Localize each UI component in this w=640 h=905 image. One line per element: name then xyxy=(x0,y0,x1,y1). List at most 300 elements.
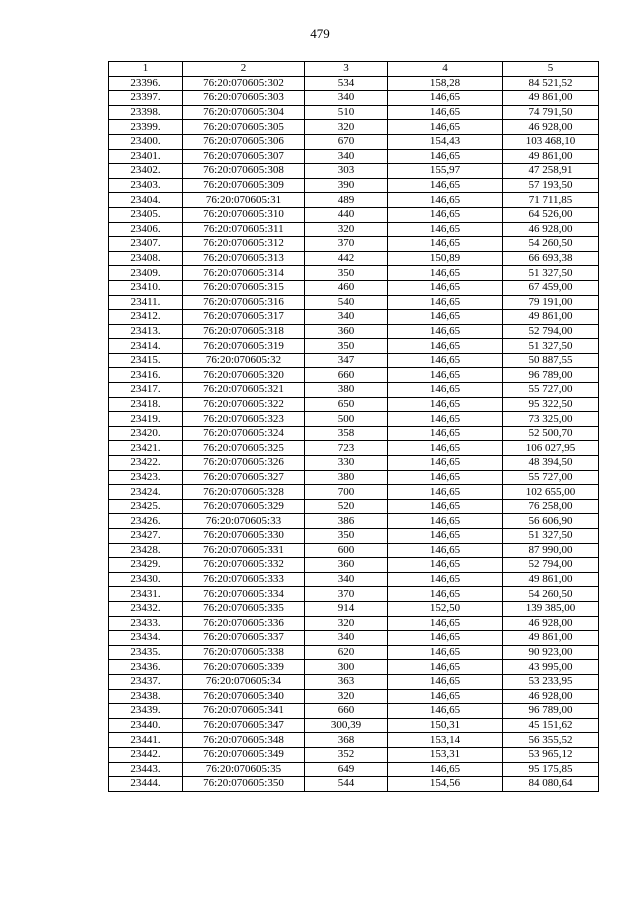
rate-cell: 146,65 xyxy=(388,397,503,412)
rate-cell: 146,65 xyxy=(388,572,503,587)
rate-cell: 146,65 xyxy=(388,149,503,164)
rate-cell: 146,65 xyxy=(388,207,503,222)
area-cell: 723 xyxy=(305,441,388,456)
row-number-cell: 23427. xyxy=(109,529,183,544)
table-row xyxy=(109,499,599,514)
value-cell: 50 887,55 xyxy=(503,353,599,368)
area-cell: 340 xyxy=(305,631,388,646)
value-cell: 49 861,00 xyxy=(503,310,599,325)
table-row xyxy=(109,207,599,222)
table-row xyxy=(109,222,599,237)
row-number-cell: 23426. xyxy=(109,514,183,529)
row-number-cell: 23414. xyxy=(109,339,183,354)
table-row xyxy=(109,120,599,135)
cadastral-number-cell: 76:20:070605:303 xyxy=(183,91,305,106)
row-number-cell: 23417. xyxy=(109,383,183,398)
table-body xyxy=(109,76,599,791)
rate-cell: 146,65 xyxy=(388,441,503,456)
cadastral-number-cell: 76:20:070605:339 xyxy=(183,660,305,675)
rate-cell: 150,89 xyxy=(388,251,503,266)
table-row xyxy=(109,777,599,792)
rate-cell: 146,65 xyxy=(388,456,503,471)
cadastral-number-cell: 76:20:070605:307 xyxy=(183,149,305,164)
cadastral-number-cell: 76:20:070605:32 xyxy=(183,353,305,368)
rate-cell: 146,65 xyxy=(388,193,503,208)
area-cell: 350 xyxy=(305,339,388,354)
value-cell: 95 322,50 xyxy=(503,397,599,412)
rate-cell: 146,65 xyxy=(388,674,503,689)
area-cell: 368 xyxy=(305,733,388,748)
cadastral-number-cell: 76:20:070605:332 xyxy=(183,558,305,573)
rate-cell: 146,65 xyxy=(388,660,503,675)
row-number-cell: 23438. xyxy=(109,689,183,704)
table-row xyxy=(109,470,599,485)
row-number-cell: 23439. xyxy=(109,704,183,719)
area-cell: 649 xyxy=(305,762,388,777)
area-cell: 390 xyxy=(305,178,388,193)
rate-cell: 146,65 xyxy=(388,704,503,719)
value-cell: 56 606,90 xyxy=(503,514,599,529)
table-row xyxy=(109,412,599,427)
rate-cell: 146,65 xyxy=(388,616,503,631)
area-cell: 363 xyxy=(305,674,388,689)
value-cell: 52 794,00 xyxy=(503,324,599,339)
area-cell: 358 xyxy=(305,426,388,441)
rate-cell: 155,97 xyxy=(388,164,503,179)
area-cell: 620 xyxy=(305,645,388,660)
row-number-cell: 23403. xyxy=(109,178,183,193)
area-cell: 340 xyxy=(305,91,388,106)
table-row xyxy=(109,762,599,777)
area-cell: 670 xyxy=(305,134,388,149)
area-cell: 440 xyxy=(305,207,388,222)
table-row xyxy=(109,339,599,354)
value-cell: 102 655,00 xyxy=(503,485,599,500)
value-cell: 67 459,00 xyxy=(503,280,599,295)
value-cell: 139 385,00 xyxy=(503,601,599,616)
rate-cell: 146,65 xyxy=(388,105,503,120)
cadastral-number-cell: 76:20:070605:350 xyxy=(183,777,305,792)
area-cell: 510 xyxy=(305,105,388,120)
value-cell: 55 727,00 xyxy=(503,383,599,398)
area-cell: 540 xyxy=(305,295,388,310)
area-cell: 360 xyxy=(305,558,388,573)
table-row xyxy=(109,280,599,295)
cadastral-number-cell: 76:20:070605:323 xyxy=(183,412,305,427)
row-number-cell: 23407. xyxy=(109,237,183,252)
cadastral-number-cell: 76:20:070605:340 xyxy=(183,689,305,704)
value-cell: 96 789,00 xyxy=(503,368,599,383)
value-cell: 54 260,50 xyxy=(503,237,599,252)
row-number-cell: 23406. xyxy=(109,222,183,237)
rate-cell: 152,50 xyxy=(388,601,503,616)
rate-cell: 146,65 xyxy=(388,280,503,295)
cadastral-number-cell: 76:20:070605:328 xyxy=(183,485,305,500)
row-number-cell: 23419. xyxy=(109,412,183,427)
rate-cell: 146,65 xyxy=(388,310,503,325)
area-cell: 520 xyxy=(305,499,388,514)
row-number-cell: 23433. xyxy=(109,616,183,631)
area-cell: 386 xyxy=(305,514,388,529)
cadastral-number-cell: 76:20:070605:334 xyxy=(183,587,305,602)
rate-cell: 154,43 xyxy=(388,134,503,149)
cadastral-number-cell: 76:20:070605:305 xyxy=(183,120,305,135)
area-cell: 347 xyxy=(305,353,388,368)
cadastral-number-cell: 76:20:070605:33 xyxy=(183,514,305,529)
row-number-cell: 23413. xyxy=(109,324,183,339)
cadastral-number-cell: 76:20:070605:338 xyxy=(183,645,305,660)
area-cell: 320 xyxy=(305,689,388,704)
area-cell: 340 xyxy=(305,572,388,587)
value-cell: 66 693,38 xyxy=(503,251,599,266)
rate-cell: 146,65 xyxy=(388,120,503,135)
table-row xyxy=(109,674,599,689)
cadastral-number-cell: 76:20:070605:326 xyxy=(183,456,305,471)
cadastral-number-cell: 76:20:070605:336 xyxy=(183,616,305,631)
table-row xyxy=(109,76,599,91)
value-cell: 54 260,50 xyxy=(503,587,599,602)
row-number-cell: 23430. xyxy=(109,572,183,587)
row-number-cell: 23431. xyxy=(109,587,183,602)
cadastral-number-cell: 76:20:070605:327 xyxy=(183,470,305,485)
cadastral-number-cell: 76:20:070605:349 xyxy=(183,747,305,762)
rate-cell: 150,31 xyxy=(388,718,503,733)
rate-cell: 146,65 xyxy=(388,499,503,514)
area-cell: 489 xyxy=(305,193,388,208)
cadastral-number-cell: 76:20:070605:35 xyxy=(183,762,305,777)
value-cell: 56 355,52 xyxy=(503,733,599,748)
value-cell: 43 995,00 xyxy=(503,660,599,675)
rate-cell: 146,65 xyxy=(388,295,503,310)
table-row xyxy=(109,310,599,325)
value-cell: 49 861,00 xyxy=(503,149,599,164)
row-number-cell: 23400. xyxy=(109,134,183,149)
value-cell: 103 468,10 xyxy=(503,134,599,149)
rate-cell: 153,31 xyxy=(388,747,503,762)
table-row xyxy=(109,587,599,602)
rate-cell: 158,28 xyxy=(388,76,503,91)
cadastral-number-cell: 76:20:070605:348 xyxy=(183,733,305,748)
value-cell: 46 928,00 xyxy=(503,616,599,631)
cadastral-number-cell: 76:20:070605:31 xyxy=(183,193,305,208)
area-cell: 442 xyxy=(305,251,388,266)
table-row xyxy=(109,134,599,149)
area-cell: 350 xyxy=(305,529,388,544)
area-cell: 340 xyxy=(305,149,388,164)
value-cell: 79 191,00 xyxy=(503,295,599,310)
row-number-cell: 23416. xyxy=(109,368,183,383)
value-cell: 46 928,00 xyxy=(503,222,599,237)
cadastral-number-cell: 76:20:070605:319 xyxy=(183,339,305,354)
rate-cell: 146,65 xyxy=(388,645,503,660)
rate-cell: 146,65 xyxy=(388,339,503,354)
area-cell: 352 xyxy=(305,747,388,762)
area-cell: 380 xyxy=(305,383,388,398)
value-cell: 51 327,50 xyxy=(503,529,599,544)
row-number-cell: 23422. xyxy=(109,456,183,471)
area-cell: 330 xyxy=(305,456,388,471)
value-cell: 55 727,00 xyxy=(503,470,599,485)
area-cell: 320 xyxy=(305,120,388,135)
column-header: 1 xyxy=(109,62,183,77)
cadastral-number-cell: 76:20:070605:321 xyxy=(183,383,305,398)
cadastral-number-cell: 76:20:070605:317 xyxy=(183,310,305,325)
row-number-cell: 23399. xyxy=(109,120,183,135)
rate-cell: 146,65 xyxy=(388,412,503,427)
area-cell: 370 xyxy=(305,587,388,602)
table-row xyxy=(109,572,599,587)
table-row xyxy=(109,631,599,646)
table-row xyxy=(109,660,599,675)
table-row xyxy=(109,704,599,719)
table-row xyxy=(109,383,599,398)
area-cell: 660 xyxy=(305,704,388,719)
area-cell: 500 xyxy=(305,412,388,427)
rate-cell: 146,65 xyxy=(388,587,503,602)
rate-cell: 146,65 xyxy=(388,368,503,383)
area-cell: 360 xyxy=(305,324,388,339)
row-number-cell: 23409. xyxy=(109,266,183,281)
area-cell: 350 xyxy=(305,266,388,281)
row-number-cell: 23423. xyxy=(109,470,183,485)
area-cell: 660 xyxy=(305,368,388,383)
table-row xyxy=(109,368,599,383)
cadastral-number-cell: 76:20:070605:314 xyxy=(183,266,305,281)
table-row xyxy=(109,324,599,339)
row-number-cell: 23401. xyxy=(109,149,183,164)
table-row xyxy=(109,616,599,631)
table-row xyxy=(109,353,599,368)
value-cell: 49 861,00 xyxy=(503,91,599,106)
data-table xyxy=(108,61,599,792)
area-cell: 340 xyxy=(305,310,388,325)
cadastral-number-cell: 76:20:070605:34 xyxy=(183,674,305,689)
table-row xyxy=(109,733,599,748)
cadastral-number-cell: 76:20:070605:335 xyxy=(183,601,305,616)
table-row xyxy=(109,456,599,471)
area-cell: 600 xyxy=(305,543,388,558)
row-number-cell: 23397. xyxy=(109,91,183,106)
table-row xyxy=(109,105,599,120)
row-number-cell: 23418. xyxy=(109,397,183,412)
rate-cell: 146,65 xyxy=(388,514,503,529)
table-row xyxy=(109,164,599,179)
area-cell: 320 xyxy=(305,616,388,631)
table-row xyxy=(109,601,599,616)
row-number-cell: 23442. xyxy=(109,747,183,762)
area-cell: 914 xyxy=(305,601,388,616)
cadastral-number-cell: 76:20:070605:313 xyxy=(183,251,305,266)
row-number-cell: 23396. xyxy=(109,76,183,91)
row-number-cell: 23434. xyxy=(109,631,183,646)
rate-cell: 146,65 xyxy=(388,178,503,193)
value-cell: 46 928,00 xyxy=(503,689,599,704)
value-cell: 51 327,50 xyxy=(503,339,599,354)
area-cell: 534 xyxy=(305,76,388,91)
area-cell: 544 xyxy=(305,777,388,792)
value-cell: 45 151,62 xyxy=(503,718,599,733)
area-cell: 380 xyxy=(305,470,388,485)
value-cell: 53 965,12 xyxy=(503,747,599,762)
row-number-cell: 23420. xyxy=(109,426,183,441)
table-row xyxy=(109,689,599,704)
row-number-cell: 23425. xyxy=(109,499,183,514)
cadastral-number-cell: 76:20:070605:308 xyxy=(183,164,305,179)
cadastral-number-cell: 76:20:070605:324 xyxy=(183,426,305,441)
cadastral-number-cell: 76:20:070605:309 xyxy=(183,178,305,193)
table-row xyxy=(109,397,599,412)
table-row xyxy=(109,558,599,573)
area-cell: 370 xyxy=(305,237,388,252)
value-cell: 52 794,00 xyxy=(503,558,599,573)
row-number-cell: 23411. xyxy=(109,295,183,310)
row-number-cell: 23444. xyxy=(109,777,183,792)
table-row xyxy=(109,514,599,529)
rate-cell: 146,65 xyxy=(388,470,503,485)
area-cell: 300 xyxy=(305,660,388,675)
table-row xyxy=(109,149,599,164)
value-cell: 73 325,00 xyxy=(503,412,599,427)
row-number-cell: 23429. xyxy=(109,558,183,573)
rate-cell: 154,56 xyxy=(388,777,503,792)
rate-cell: 146,65 xyxy=(388,762,503,777)
table-row xyxy=(109,91,599,106)
value-cell: 71 711,85 xyxy=(503,193,599,208)
table-row xyxy=(109,529,599,544)
table-row xyxy=(109,441,599,456)
table-row xyxy=(109,426,599,441)
area-cell: 303 xyxy=(305,164,388,179)
cadastral-number-cell: 76:20:070605:341 xyxy=(183,704,305,719)
value-cell: 47 258,91 xyxy=(503,164,599,179)
row-number-cell: 23437. xyxy=(109,674,183,689)
value-cell: 49 861,00 xyxy=(503,572,599,587)
rate-cell: 146,65 xyxy=(388,689,503,704)
row-number-cell: 23424. xyxy=(109,485,183,500)
row-number-cell: 23440. xyxy=(109,718,183,733)
area-cell: 650 xyxy=(305,397,388,412)
cadastral-number-cell: 76:20:070605:325 xyxy=(183,441,305,456)
value-cell: 46 928,00 xyxy=(503,120,599,135)
page-number: 479 xyxy=(310,26,330,41)
value-cell: 87 990,00 xyxy=(503,543,599,558)
cadastral-number-cell: 76:20:070605:337 xyxy=(183,631,305,646)
cadastral-number-cell: 76:20:070605:315 xyxy=(183,280,305,295)
rate-cell: 146,65 xyxy=(388,383,503,398)
value-cell: 48 394,50 xyxy=(503,456,599,471)
table-row xyxy=(109,266,599,281)
cadastral-number-cell: 76:20:070605:331 xyxy=(183,543,305,558)
cadastral-number-cell: 76:20:070605:310 xyxy=(183,207,305,222)
cadastral-number-cell: 76:20:070605:322 xyxy=(183,397,305,412)
table-row xyxy=(109,251,599,266)
table-row xyxy=(109,178,599,193)
table-row xyxy=(109,747,599,762)
row-number-cell: 23412. xyxy=(109,310,183,325)
value-cell: 84 080,64 xyxy=(503,777,599,792)
value-cell: 106 027,95 xyxy=(503,441,599,456)
rate-cell: 146,65 xyxy=(388,324,503,339)
area-cell: 320 xyxy=(305,222,388,237)
cadastral-number-cell: 76:20:070605:302 xyxy=(183,76,305,91)
rate-cell: 146,65 xyxy=(388,91,503,106)
table-row xyxy=(109,237,599,252)
value-cell: 51 327,50 xyxy=(503,266,599,281)
cadastral-number-cell: 76:20:070605:347 xyxy=(183,718,305,733)
value-cell: 49 861,00 xyxy=(503,631,599,646)
value-cell: 57 193,50 xyxy=(503,178,599,193)
rate-cell: 146,65 xyxy=(388,543,503,558)
cadastral-number-cell: 76:20:070605:320 xyxy=(183,368,305,383)
row-number-cell: 23443. xyxy=(109,762,183,777)
column-header: 2 xyxy=(183,62,305,77)
table-row xyxy=(109,543,599,558)
area-cell: 700 xyxy=(305,485,388,500)
cadastral-number-cell: 76:20:070605:316 xyxy=(183,295,305,310)
rate-cell: 146,65 xyxy=(388,237,503,252)
value-cell: 76 258,00 xyxy=(503,499,599,514)
row-number-cell: 23410. xyxy=(109,280,183,295)
value-cell: 64 526,00 xyxy=(503,207,599,222)
cadastral-number-cell: 76:20:070605:304 xyxy=(183,105,305,120)
cadastral-number-cell: 76:20:070605:330 xyxy=(183,529,305,544)
value-cell: 90 923,00 xyxy=(503,645,599,660)
value-cell: 95 175,85 xyxy=(503,762,599,777)
row-number-cell: 23441. xyxy=(109,733,183,748)
row-number-cell: 23402. xyxy=(109,164,183,179)
column-header: 4 xyxy=(388,62,503,77)
cadastral-number-cell: 76:20:070605:312 xyxy=(183,237,305,252)
row-number-cell: 23432. xyxy=(109,601,183,616)
column-header: 5 xyxy=(503,62,599,77)
value-cell: 52 500,70 xyxy=(503,426,599,441)
table-row xyxy=(109,485,599,500)
rate-cell: 146,65 xyxy=(388,426,503,441)
cadastral-number-cell: 76:20:070605:333 xyxy=(183,572,305,587)
row-number-cell: 23405. xyxy=(109,207,183,222)
rate-cell: 146,65 xyxy=(388,529,503,544)
table-row xyxy=(109,645,599,660)
column-header: 3 xyxy=(305,62,388,77)
cadastral-number-cell: 76:20:070605:306 xyxy=(183,134,305,149)
rate-cell: 146,65 xyxy=(388,485,503,500)
rate-cell: 146,65 xyxy=(388,222,503,237)
area-cell: 300,39 xyxy=(305,718,388,733)
rate-cell: 146,65 xyxy=(388,266,503,281)
row-number-cell: 23436. xyxy=(109,660,183,675)
row-number-cell: 23415. xyxy=(109,353,183,368)
row-number-cell: 23435. xyxy=(109,645,183,660)
table-header-row xyxy=(109,62,599,77)
area-cell: 460 xyxy=(305,280,388,295)
value-cell: 96 789,00 xyxy=(503,704,599,719)
table-row xyxy=(109,718,599,733)
cadastral-number-cell: 76:20:070605:318 xyxy=(183,324,305,339)
rate-cell: 146,65 xyxy=(388,631,503,646)
value-cell: 84 521,52 xyxy=(503,76,599,91)
table-row xyxy=(109,193,599,208)
row-number-cell: 23428. xyxy=(109,543,183,558)
row-number-cell: 23408. xyxy=(109,251,183,266)
rate-cell: 146,65 xyxy=(388,353,503,368)
row-number-cell: 23421. xyxy=(109,441,183,456)
table-row xyxy=(109,295,599,310)
cadastral-number-cell: 76:20:070605:311 xyxy=(183,222,305,237)
rate-cell: 153,14 xyxy=(388,733,503,748)
row-number-cell: 23404. xyxy=(109,193,183,208)
cadastral-number-cell: 76:20:070605:329 xyxy=(183,499,305,514)
value-cell: 74 791,50 xyxy=(503,105,599,120)
